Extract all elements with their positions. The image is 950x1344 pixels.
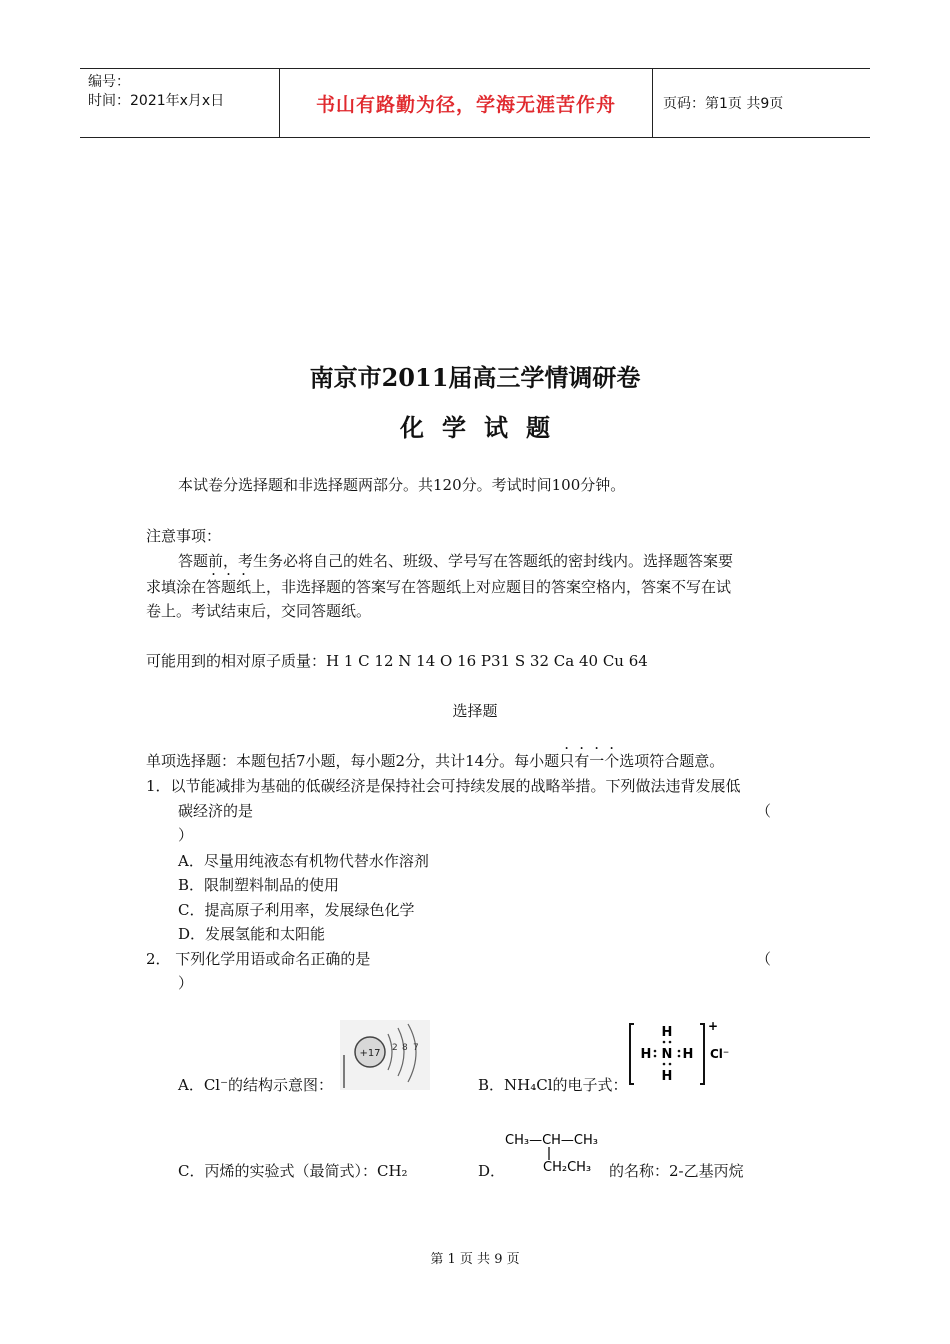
q2-paren-open: （ xyxy=(756,950,772,968)
time-label: 时间：2021年x月x日 xyxy=(88,93,225,109)
q1-option-d: D．发展氢能和太阳能 xyxy=(178,925,326,943)
atomic-masses: 可能用到的相对原子质量：H 1 C 12 N 14 O 16 P31 S 32 Ca 40 Cu 64 xyxy=(146,652,648,670)
page-footer: 第 1 页 共 9 页 xyxy=(430,1252,520,1267)
nucleus-charge: +17 xyxy=(359,1048,381,1059)
emphasized-answer-sheet: 答题纸 · · · xyxy=(206,565,252,596)
n-center: N xyxy=(661,1047,673,1062)
h-top: H xyxy=(661,1025,673,1040)
header-left-cell xyxy=(80,69,280,137)
exam-subtitle: 化学试题 xyxy=(400,413,568,442)
header-page-label: 页码：第1页 共9页 xyxy=(663,96,784,112)
page-header xyxy=(80,68,870,138)
h-left: H xyxy=(640,1047,652,1062)
q1-option-c: C．提高原子利用率，发展绿色化学 xyxy=(178,901,415,919)
q1-option-b: B．限制塑料制品的使用 xyxy=(178,876,340,894)
structure-main-chain: CH₃—CH—CH₃ xyxy=(505,1133,598,1148)
q1-stem-line-1: 1．以节能减排为基础的低碳经济是保持社会可持续发展的战略举措。下列做法违背发展低 xyxy=(146,777,741,795)
intro-text: 本试卷分选择题和非选择题两部分。共120分。考试时间100分钟。 xyxy=(178,476,626,494)
q2-option-b: B．NH₄Cl的电子式： xyxy=(478,1076,628,1094)
q1-paren-close: ） xyxy=(178,826,194,844)
chloride-ion-structure-diagram xyxy=(340,1020,430,1090)
structure-branch: CH₂CH₃ xyxy=(543,1160,592,1175)
q1-paren-open: （ xyxy=(756,802,772,820)
notice-line-2 xyxy=(146,565,732,597)
shell-2-count: 8 xyxy=(402,1043,408,1053)
notice-line-2-end: 上，非选择题的答案写在答题纸上对应题目的答案空格内，答案不写在试 xyxy=(251,578,732,596)
code-label: 编号： xyxy=(88,74,130,90)
exam-title: 南京市2011届高三学情调研卷 xyxy=(309,363,641,392)
branched-alkane-structure xyxy=(505,1126,610,1178)
q2-option-d-name: 的名称：2-乙基丙烷 xyxy=(609,1162,744,1180)
q2-option-c: C．丙烯的实验式（最简式）：CH₂ xyxy=(178,1162,408,1180)
emphasis-dots: · · · · xyxy=(564,739,615,757)
q2-option-a: A．Cl⁻的结构示意图： xyxy=(178,1076,334,1094)
notice-line-1: 答题前，考生务必将自己的姓名、班级、学号写在答题纸的密封线内。选择题答案要 xyxy=(178,552,734,570)
shell-1-count: 2 xyxy=(392,1043,398,1053)
q1-stem-line-2: 碳经济的是 xyxy=(178,802,254,820)
cation-charge: + xyxy=(708,1019,719,1033)
section-title: 选择题 xyxy=(452,702,498,720)
single-choice-instructions: 单项选择题：本题包括7小题，每小题2分，共计14分。每小题只有一个 · · · · 选项符合题意。 xyxy=(146,739,725,770)
header-motto: 书山有路勤为径，学海无涯苦作舟 xyxy=(280,69,653,137)
q2-option-d-label: D． xyxy=(478,1162,506,1180)
ammonium-chloride-electron-formula xyxy=(626,1018,730,1090)
shell-3-count: 7 xyxy=(413,1043,419,1053)
h-bottom: H xyxy=(661,1069,673,1084)
q2-paren-close: ） xyxy=(178,974,194,992)
notice-heading: 注意事项： xyxy=(146,527,222,545)
notice-line-3: 卷上。考试结束后，交同答题纸。 xyxy=(146,602,372,620)
emphasis-dots: · · · xyxy=(211,565,246,583)
notice-line-2-start: 求填涂在 xyxy=(146,578,207,596)
h-right: H xyxy=(682,1047,694,1062)
q2-stem: 2． 下列化学用语或命名正确的是 xyxy=(146,950,371,968)
emphasized-only-one: 只有一个 · · · · xyxy=(559,739,620,770)
q1-option-a: A．尽量用纯液态有机物代替水作溶剂 xyxy=(178,852,429,870)
chloride-anion: Cl⁻ xyxy=(710,1047,730,1061)
